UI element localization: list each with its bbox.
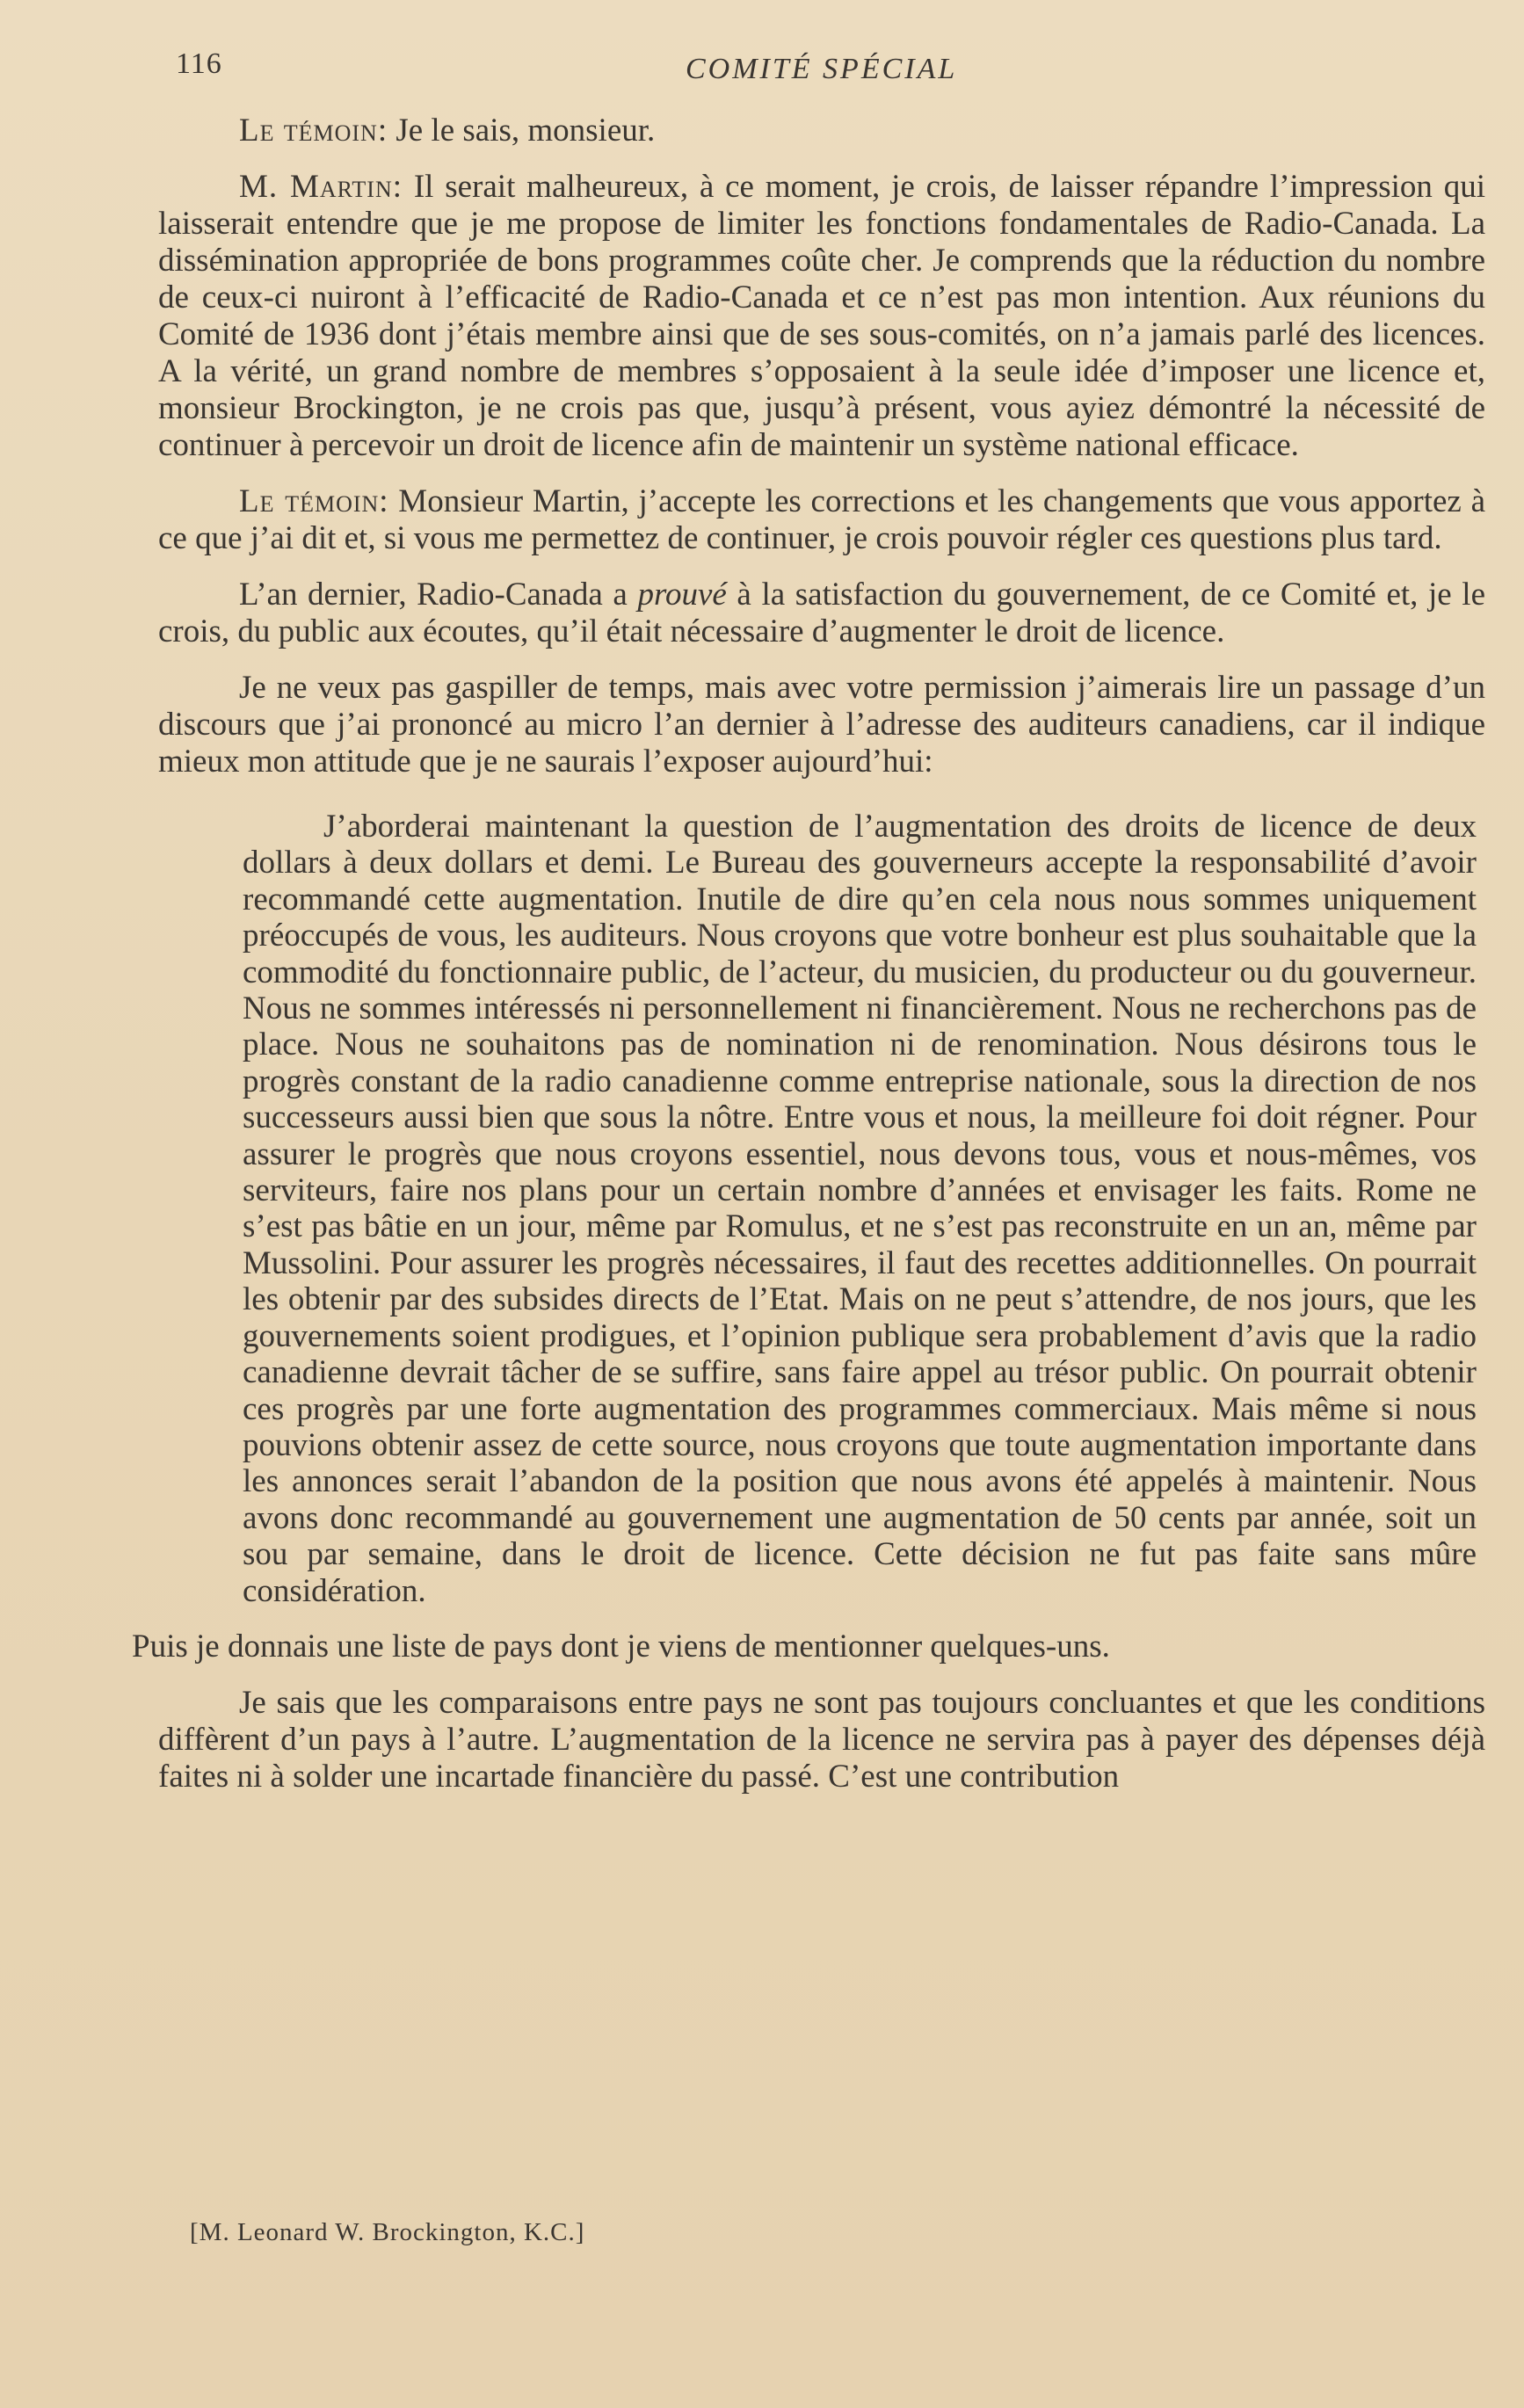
speaker-label: Le témoin: [239,483,389,519]
document-body [132,112,1485,1815]
speaker-label: Le témoin: [239,112,388,149]
emphasis-word: prouvé [637,577,727,613]
running-head: COMITÉ SPÉCIAL [686,53,958,85]
page-header [176,40,1477,93]
paragraph-witness-2 [158,483,1485,557]
paragraph-text: L’an dernier, Radio-Canada a [239,577,638,613]
quoted-speech: J’aborderai maintenant la question de l’augmentation des droits de licence de deux dollars à deux dollars et demi. Le Bureau des gouverneurs accepte la responsabilité d’avoir recommandé cette augmentation. Inutile de dire qu’en cela nous nous sommes uniquement préoccupés de vous, les auditeurs. Nous croyons que votre bonheur est plus souhaitable que la commodité du fonctionnaire public, de l’acteur, du musicien, du producteur ou du gouverneur. Nous ne sommes intéressés ni personnellement ni financièrement. Nous ne recherchons pas de place. Nous ne souhaitons pas de nomination ni de renomination. Nous désirons tous le progrès constant de la radio canadienne comme entreprise nationale, sous la direction de nos successeurs aussi bien que sous la nôtre. Entre vous et nous, la meilleure foi doit régner. Pour assurer le progrès que nous croyons essentiel, nous devons tous, vous et nous-mêmes, vos serviteurs, faire nos plans pour un certain nombre d’années et envisager les faits. Rome ne s’est pas bâtie en un jour, même par Romulus, et ne s’est pas reconstruite en un an, même par Mussolini. Pour assurer les progrès nécessaires, il faut des recettes additionnelles. On pourrait les obtenir par des subsides directs de l’Etat. Mais on ne peut s’attendre, de nos jours, que les gouvernements soient prodigues, et l’opinion publique sera probablement d’avis que la radio canadienne devrait tâcher de se suffire, sans faire appel au trésor public. On pourrait obtenir ces progrès par une forte augmentation des programmes commerciaux. Mais même si nous pouvions obtenir assez de cette source, nous croyons que toute augmentation importante dans les annonces serait l’abandon de la position que nous avons été appelés à maintenir. Nous avons donc recommandé au gouvernement une augmentation de 50 cents par année, soit un sou par semaine, dans le droit de licence. Cette décision ne fut pas faite sans mûre considération. [243,809,1477,1609]
speaker-label: M. Martin: [239,169,403,205]
paragraph-text: Il serait malheureux, à ce moment, je crois, de laisser répandre l’impression qui laisserait entendre que je me propose de limiter les fonctions fondamentales de Radio-Canada. La dissémination appropriée de bons programmes coûte cher. Je comprends que la réduction du nombre de ceux-ci nuiront à l’efficacité de Radio-Canada et ce n’est pas mon intention. Aux réunions du Comité de 1936 dont j’étais membre ainsi que de ses sous-comités, on n’a jamais parlé des licences. A la vérité, un grand nombre de membres s’opposaient à la seule idée d’imposer une licence et, monsieur Brockington, je ne crois pas que, jusqu’à présent, vous ayiez démontré la nécessité de continuer à percevoir un droit de licence afin de maintenir un système national efficace. [158,169,1485,463]
paragraph-last-year [158,577,1485,650]
paragraph-martin [158,169,1485,464]
paragraph-text: Je ne veux pas gaspiller de temps, mais avec votre permission j’aimerais lire un passage d’un discours que j’ai prononcé au micro l’an dernier à l’adresse des auditeurs canadiens, car il indique mieux mon attitude que je ne saurais l’exposer aujourd’hui: [158,670,1485,780]
paragraph-speech-intro [158,670,1485,780]
page-number: 116 [176,47,222,80]
paragraph-witness-1 [158,112,1485,149]
paragraph-comparisons: Je sais que les comparaisons entre pays ne sont pas toujours concluantes et que les conditions diffèrent d’un pays à l’autre. L’augmentation de la licence ne servira pas à payer des dépenses déjà faites ni à solder une incartade financière du passé. C’est une contribution [158,1684,1485,1795]
paragraph-text: Je le sais, monsieur. [388,112,656,149]
speaker-footer: [M. Leonard W. Brockington, K.C.] [190,2218,585,2246]
paragraph-text: à la satisfaction du gouvernement, de ce Comité et, je le crois, du public aux écoutes, qu’il était nécessaire d’augmenter le droit de licence. [158,577,1485,649]
paragraph-after-quote: Puis je donnais une liste de pays dont je viens de mentionner quelques-uns. [132,1628,1110,1665]
paragraph-text: Monsieur Martin, j’accepte les corrections et les changements que vous apportez à ce que j’ai dit et, si vous me permettez de continuer, je crois pouvoir régler ces questions plus tard. [158,483,1485,556]
